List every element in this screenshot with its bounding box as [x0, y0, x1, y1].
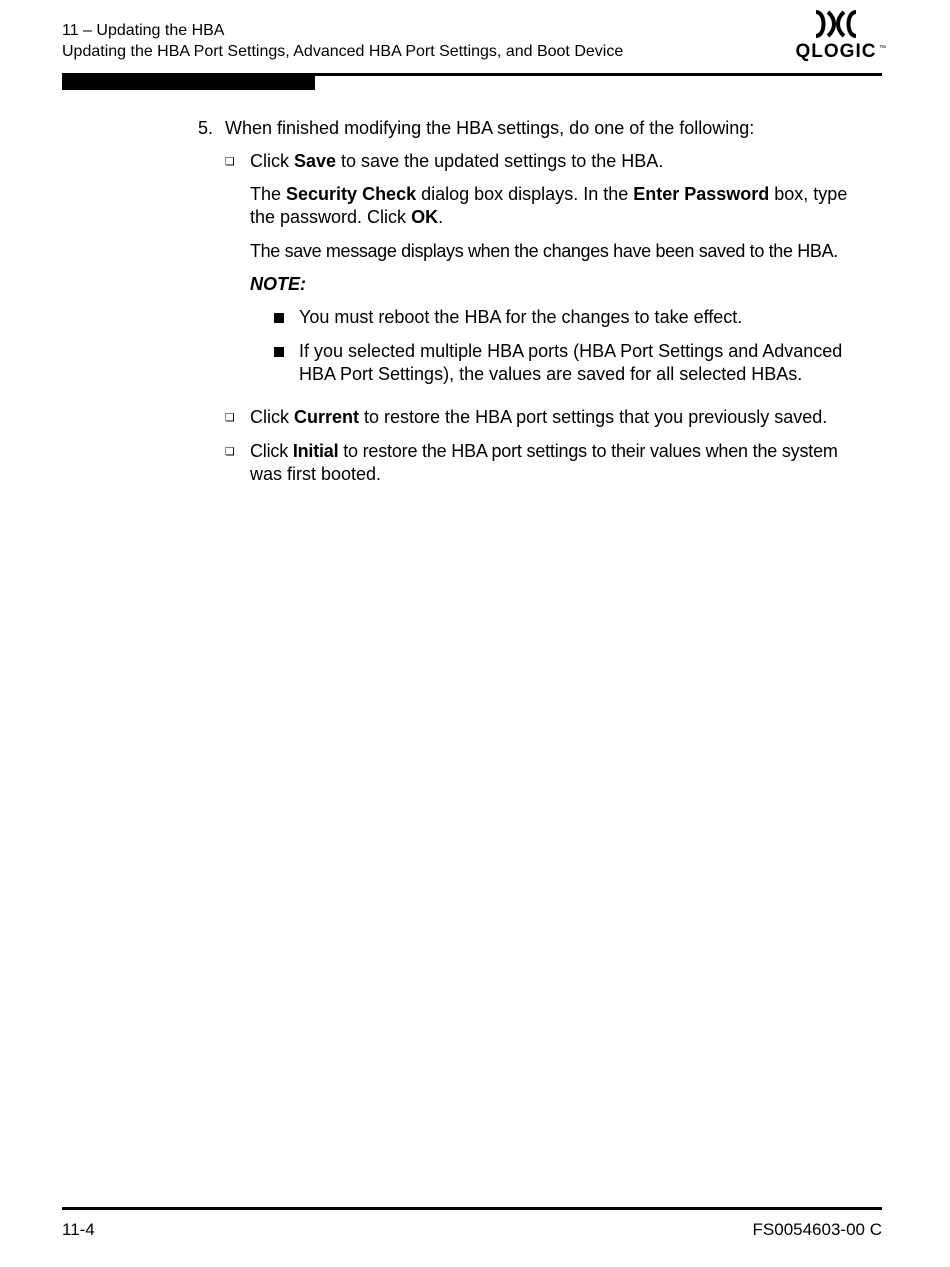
- option-save: [250, 150, 663, 173]
- option-initial-keyword: Initial: [292, 441, 339, 461]
- option-initial-pre: Click: [250, 441, 293, 461]
- security-line-2: [250, 206, 443, 229]
- header-thick-bar: [62, 76, 315, 90]
- header-chapter: 11 – Updating the HBA: [62, 22, 225, 39]
- note-item-2-line-2: HBA Port Settings), the values are saved for all selected HBAs.: [299, 364, 803, 384]
- checkbox-bullet-icon: [225, 157, 235, 167]
- security-line-1: [250, 183, 847, 206]
- security-mid: dialog box displays. In the: [416, 184, 634, 204]
- security-the: The: [250, 184, 287, 204]
- checkbox-bullet-icon: [225, 413, 235, 423]
- option-initial-line-1: [250, 440, 838, 463]
- square-bullet-icon: [274, 313, 284, 323]
- option-save-keyword: Save: [294, 151, 337, 171]
- checkbox-bullet-icon: [225, 447, 235, 457]
- security-ok: OK: [411, 207, 439, 227]
- option-current-pre: Click: [250, 407, 294, 427]
- qlogic-logo-icon: [812, 9, 860, 39]
- security-line2-pre: the password. Click: [250, 207, 412, 227]
- security-dialog-name: Security Check: [286, 184, 417, 204]
- note-item-1: You must reboot the HBA for the changes to take effect.: [299, 307, 743, 327]
- security-line2-post: .: [438, 207, 444, 227]
- security-post: box, type: [769, 184, 848, 204]
- save-message: The save message displays when the changes have been saved to the HBA.: [250, 241, 838, 261]
- option-current-keyword: Current: [294, 407, 360, 427]
- square-bullet-icon: [274, 347, 284, 357]
- note-label: NOTE:: [250, 274, 306, 294]
- step-number: 5.: [198, 118, 214, 138]
- document-id: FS0054603-00 C: [752, 1220, 882, 1239]
- page-number: 11-4: [62, 1220, 95, 1239]
- option-current-post: to restore the HBA port settings that you previously saved.: [359, 407, 828, 427]
- logo-trademark: ™: [879, 45, 886, 52]
- step-intro: When finished modifying the HBA settings, do one of the following:: [225, 118, 755, 138]
- option-save-post: to save the updated settings to the HBA.: [336, 151, 664, 171]
- security-box-name: Enter Password: [633, 184, 770, 204]
- header-section: Updating the HBA Port Settings, Advanced HBA Port Settings, and Boot Device: [62, 43, 624, 60]
- option-save-pre: Click: [250, 151, 294, 171]
- footer-rule: [62, 1207, 882, 1210]
- option-initial-line-2: was first booted.: [250, 464, 382, 484]
- qlogic-logo: [790, 9, 886, 65]
- note-item-2-line-1: If you selected multiple HBA ports (HBA Port Settings and Advanced: [299, 341, 843, 361]
- option-current: [250, 406, 827, 429]
- option-initial-post: to restore the HBA port settings to their values when the system: [338, 441, 838, 461]
- logo-wordmark: QLOGIC: [795, 41, 877, 62]
